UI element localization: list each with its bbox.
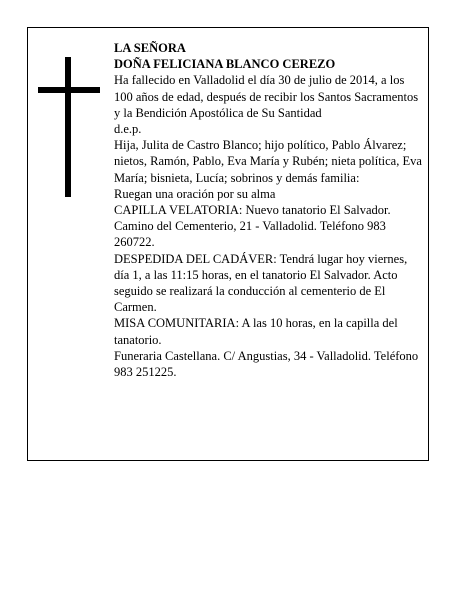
cross-vertical-bar xyxy=(65,57,71,197)
chapel-label: CAPILLA VELATORIA: xyxy=(114,203,243,218)
mass-text: A las 10 horas, en la capilla del tanatorio. xyxy=(114,316,398,347)
chapel-info xyxy=(114,202,422,251)
mass-label: MISA COMUNITARIA: xyxy=(114,316,240,331)
prayer-request: Ruegan una oración por su alma xyxy=(114,186,276,201)
funeral-home-info: Funeraria Castellana. C/ Angustias, 34 - Valladolid. Teléfono 983 251225. xyxy=(114,348,419,380)
farewell-text: Tendrá lugar hoy viernes, día 1, a las 11:15 horas, en el tanatorio El Salvador. Acto seguido se realizará la conducción al cementerio de El Carmen. xyxy=(114,251,408,315)
notice-title: LA SEÑORA xyxy=(114,41,186,55)
farewell-info xyxy=(114,251,422,316)
cross-horizontal-bar xyxy=(38,87,100,93)
cross-icon xyxy=(38,57,100,197)
deceased-name: DOÑA FELICIANA BLANCO CEREZO xyxy=(114,57,336,72)
chapel-text: Nuevo tanatorio El Salvador. Camino del Cementerio, 21 - Valladolid. Teléfono 983 260722. xyxy=(114,203,391,250)
farewell-label: DESPEDIDA DEL CADÁVER: xyxy=(114,251,277,266)
family-members: Hija, Julita de Castro Blanco; hijo político, Pablo Álvarez; nietos, Ramón, Pablo, Eva María y Rubén; nieta política, Eva María; bisnieta, Lucía; sobrinos y demás familia: xyxy=(114,138,422,185)
mass-info xyxy=(114,315,422,347)
death-announcement: Ha fallecido en Valladolid el día 30 de julio de 2014, a los 100 años de edad, después de recibir los Santos Sacramentos y la Bendición Apostólica de Su Santidad xyxy=(114,73,419,120)
dep-text: d.e.p. xyxy=(114,122,142,137)
obituary-text xyxy=(114,40,422,380)
